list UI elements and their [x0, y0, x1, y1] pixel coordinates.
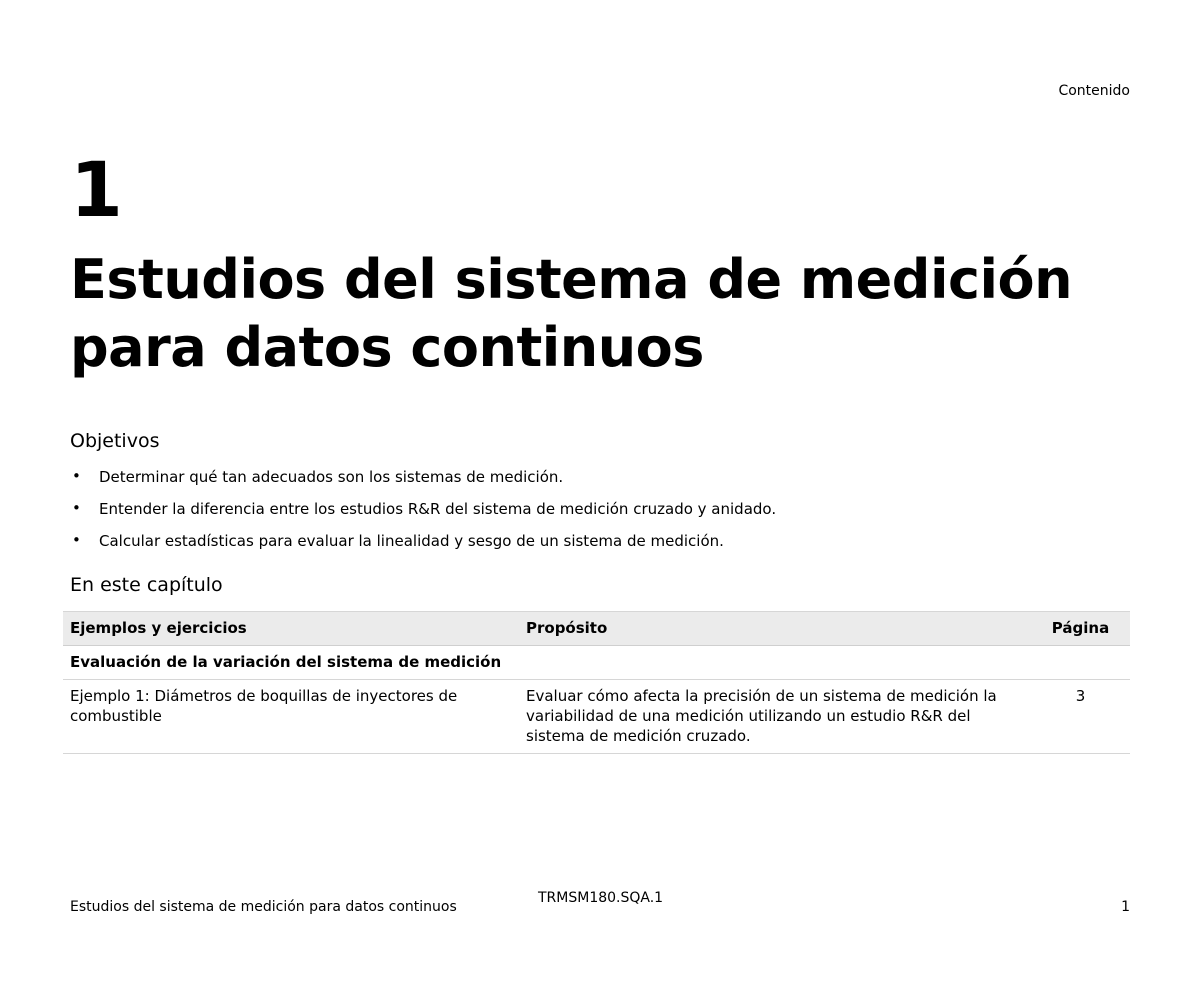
bullet-icon: • [72, 531, 81, 549]
bullet-icon: • [72, 499, 81, 517]
column-header-examples: Ejemplos y ejercicios [63, 612, 519, 646]
objectives-heading: Objetivos [70, 430, 160, 452]
footer-code: TRMSM180.SQA.1 [538, 890, 664, 906]
objective-item [70, 531, 1130, 563]
page-cell: 3 [1031, 680, 1130, 754]
example-cell: Ejemplo 1: Diámetros de boquillas de inyectores de combustible [63, 680, 519, 754]
chapter-contents-heading: En este capítulo [70, 574, 223, 596]
bullet-icon: • [72, 467, 81, 485]
column-header-purpose: Propósito [519, 612, 1031, 646]
objective-item [70, 467, 1130, 499]
table-row [63, 680, 1130, 754]
footer-page-number: 1 [1121, 899, 1130, 915]
chapter-contents-table [63, 611, 1130, 754]
chapter-title: Estudios del sistema de medición para datos continuos [70, 248, 1073, 379]
table-header-row [63, 612, 1130, 646]
section-title: Evaluación de la variación del sistema de medición [63, 646, 1130, 680]
table-section-row [63, 646, 1130, 680]
running-header: Contenido [1058, 83, 1130, 99]
purpose-cell: Evaluar cómo afecta la precisión de un sistema de medición la variabilidad de una medición utilizando un estudio R&R del sistema de medición cruzado. [519, 680, 1031, 754]
objectives-list [70, 467, 1130, 563]
objective-text: Entender la diferencia entre los estudios R&R del sistema de medición cruzado y anidado. [99, 500, 777, 518]
objective-text: Calcular estadísticas para evaluar la linealidad y sesgo de un sistema de medición. [99, 532, 724, 550]
footer-title: Estudios del sistema de medición para datos continuos [70, 899, 457, 915]
objective-item [70, 499, 1130, 531]
objective-text: Determinar qué tan adecuados son los sistemas de medición. [99, 468, 564, 486]
column-header-page: Página [1031, 612, 1130, 646]
chapter-number: 1 [70, 145, 123, 234]
